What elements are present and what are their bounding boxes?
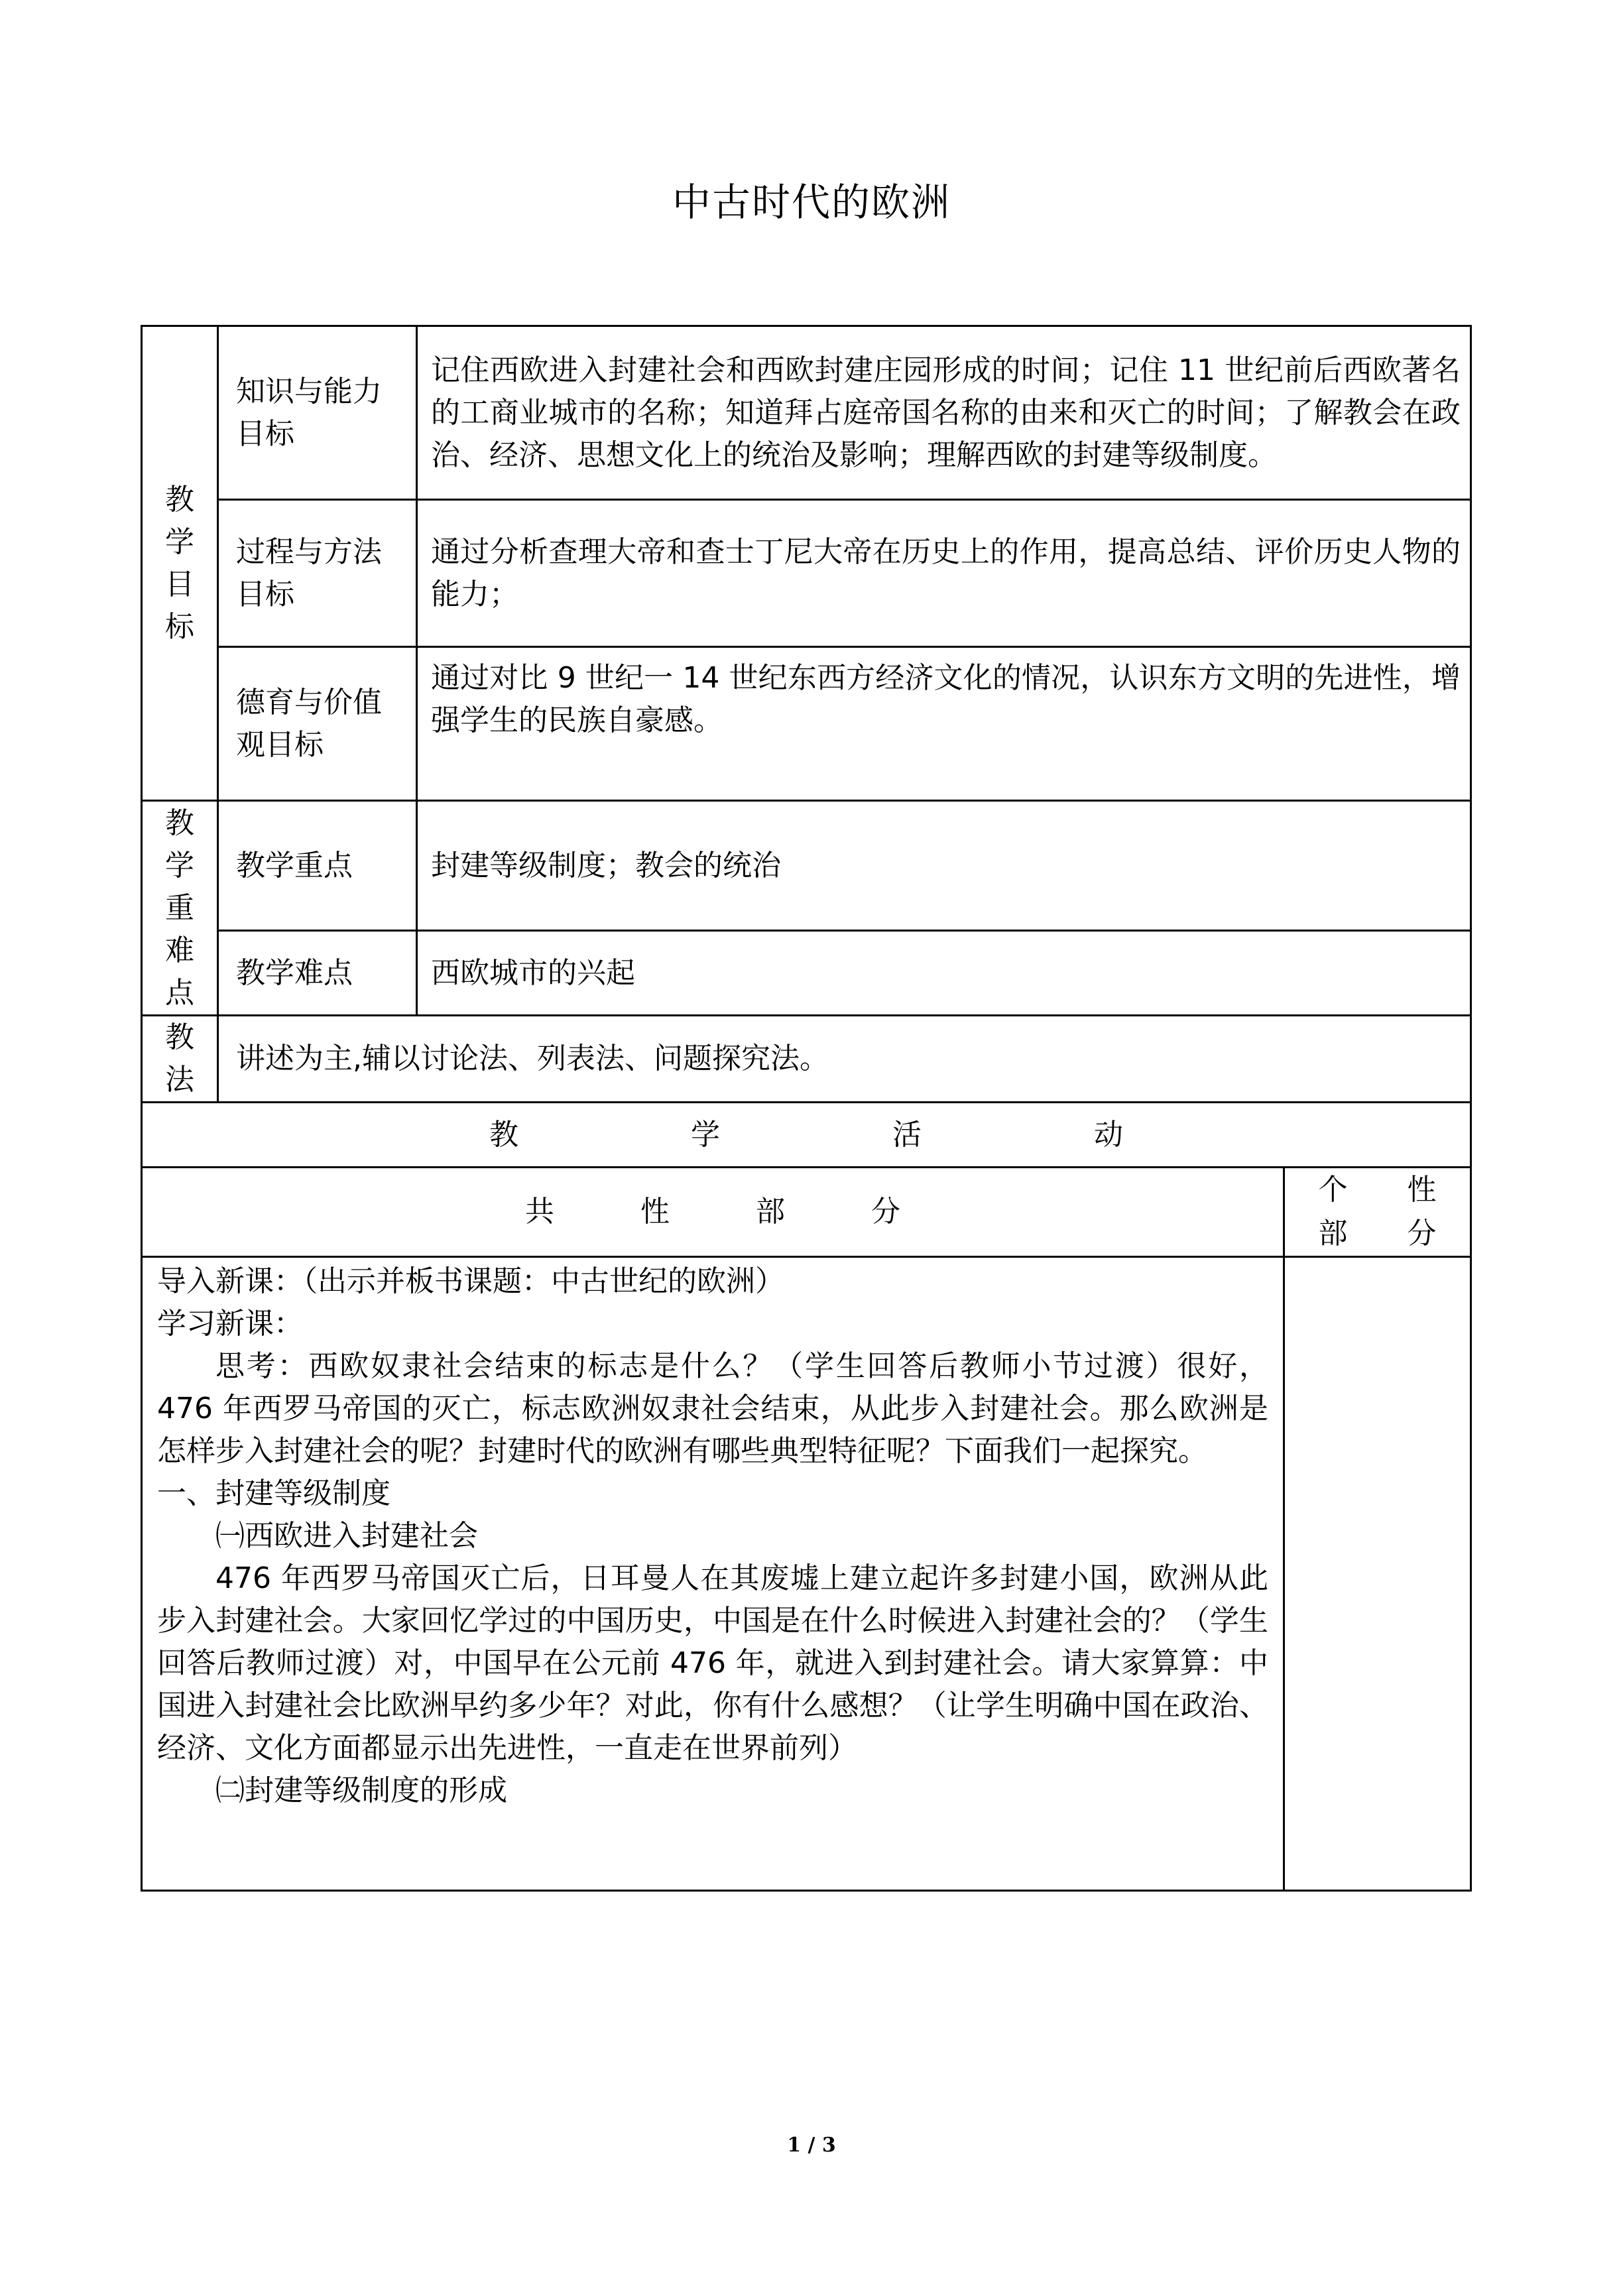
intro-line: 导入新课：（出示并板书课题：中古世纪的欧洲）: [157, 1264, 784, 1298]
process-label: 过程与方法目标: [218, 500, 417, 647]
activity-char: 学: [691, 1117, 720, 1152]
key-point-row-difficulty: [142, 931, 1471, 1016]
personal-header: [1284, 1168, 1471, 1257]
activity-char: 动: [1094, 1117, 1123, 1152]
objective-row-knowledge: [142, 326, 1471, 500]
subsection-heading: ㈡封建等级制度的形成: [215, 1774, 507, 1807]
knowledge-label: 知识与能力目标: [218, 326, 417, 500]
personal-body: [1284, 1257, 1471, 1891]
lesson-plan-table: [141, 325, 1472, 1892]
common-char: 分: [871, 1195, 900, 1229]
objective-row-values: [142, 647, 1471, 801]
page-title: 中古时代的欧洲: [672, 180, 951, 225]
activity-header: [142, 1103, 1471, 1168]
method-row: [142, 1016, 1471, 1103]
method-header: [142, 1016, 218, 1103]
difficulty-label: 教学难点: [218, 931, 417, 1016]
key-point-row-focus: [142, 801, 1471, 931]
lesson-body: [142, 1257, 1284, 1891]
page-number: 1 / 3: [787, 2134, 836, 2157]
values-label: 德育与价值观目标: [218, 647, 417, 801]
activity-header-row: [142, 1103, 1471, 1168]
personal-char: 部: [1318, 1217, 1348, 1250]
new-lesson-line: 学习新课：: [157, 1307, 303, 1341]
common-char: 共: [525, 1195, 554, 1229]
method-content: 讲述为主,辅以讨论法、列表法、问题探究法。: [218, 1016, 1471, 1103]
values-content: 通过对比 9 世纪一 14 世纪东西方经济文化的情况，认识东方文明的先进性，增强学生的民族自豪感。: [417, 647, 1471, 801]
common-char: 部: [756, 1195, 785, 1229]
section-heading: 一、封建等级制度: [157, 1477, 391, 1510]
activity-char: 活: [892, 1117, 922, 1152]
process-content: 通过分析查理大帝和查士丁尼大帝在历史上的作用，提高总结、评价历史人物的能力；: [417, 500, 1471, 647]
common-header: [142, 1168, 1284, 1257]
key-points-header-text: 教学重难点: [165, 806, 194, 1010]
lesson-body-row: [142, 1257, 1471, 1891]
personal-char: 分: [1407, 1217, 1437, 1250]
activity-char: 教: [489, 1117, 518, 1152]
personal-char: 性: [1407, 1173, 1437, 1207]
knowledge-content: 记住西欧进入封建社会和西欧封建庄园形成的时间；记住 11 世纪前后西欧著名的工商业城市的名称；知道拜占庭帝国名称的由来和灭亡的时间；了解教会在政治、经济、思想文化上的统治及影响；理解西欧的封建等级制度。: [417, 326, 1471, 500]
objectives-header: [142, 326, 218, 801]
key-points-header: [142, 801, 218, 1016]
objective-row-process: [142, 500, 1471, 647]
objectives-header-text: 教学目标: [165, 482, 194, 644]
focus-content: 封建等级制度；教会的统治: [417, 801, 1471, 931]
focus-label: 教学重点: [218, 801, 417, 931]
difficulty-content: 西欧城市的兴起: [417, 931, 1471, 1016]
method-header-text: 教法: [165, 1020, 194, 1097]
subsection-heading: ㈠西欧进入封建社会: [215, 1519, 478, 1553]
lesson-paragraph: 476 年西罗马帝国灭亡后，日耳曼人在其废墟上建立起许多封建小国，欧洲从此步入封建社会。大家回忆学过的中国历史，中国是在什么时候进入封建社会的？（学生回答后教师过渡）对，中国早在公元前 476 年，就进入到封建社会。请大家算算：中国进入封建社会比欧洲早约多少年？对此，你有什么感想？（让学生明确中国在政治、经济、文化方面都显示出先进性，一直走在世界前列）: [157, 1561, 1268, 1765]
personal-char: 个: [1318, 1173, 1348, 1207]
section-header-row: [142, 1168, 1471, 1257]
lesson-paragraph: 思考：西欧奴隶社会结束的标志是什么？（学生回答后教师小节过渡）很好， 476 年西罗马帝国的灭亡，标志欧洲奴隶社会结束，从此步入封建社会。那么欧洲是怎样步入封建社会的呢？封建时代的欧洲有哪些典型特征呢？下面我们一起探究。: [157, 1349, 1268, 1468]
common-char: 性: [640, 1195, 670, 1229]
